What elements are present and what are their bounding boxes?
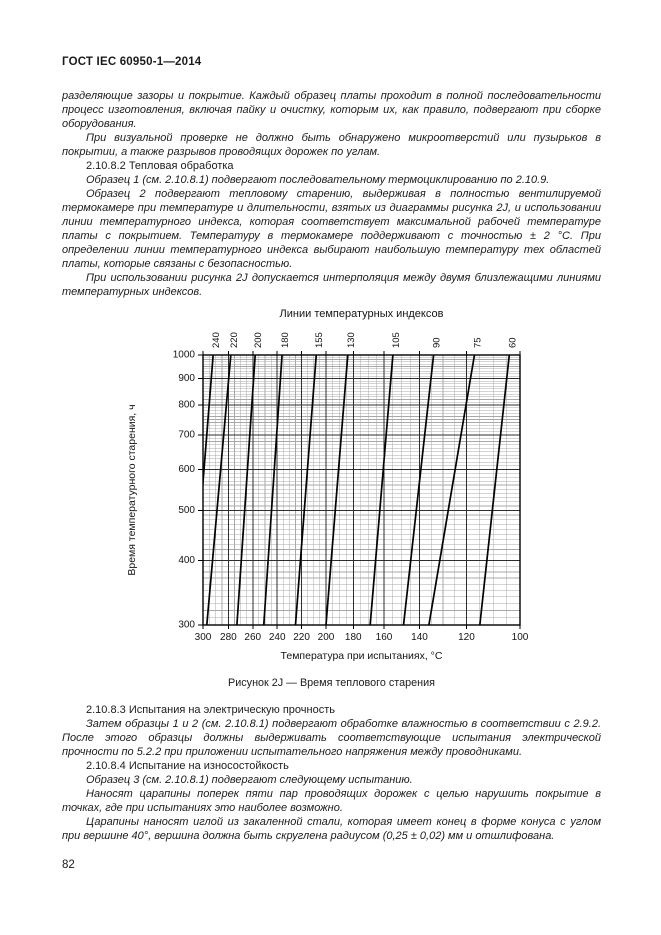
x-tick-label: 300 xyxy=(194,632,211,643)
ti-line-130 xyxy=(325,355,347,625)
y-tick-labels xyxy=(172,350,195,631)
x-tick-label: 280 xyxy=(219,632,237,643)
figure-chart-svg xyxy=(115,303,549,667)
section-heading: 2.10.8.3 Испытания на электрическую прочность xyxy=(86,704,335,716)
ti-label-105: 105 xyxy=(390,332,402,348)
y-tick-label: 500 xyxy=(177,504,195,516)
figure-caption: Рисунок 2J — Время теплового старения xyxy=(228,677,435,689)
y-tick-label: 400 xyxy=(177,554,195,566)
ti-line-90 xyxy=(403,355,433,625)
chart-frame xyxy=(203,355,520,625)
ti-label-130: 130 xyxy=(345,332,357,348)
paragraph: При использовании рисунка 2J допускается интерполяция между двумя близлежащими линиями температурных индексов. xyxy=(62,272,601,298)
x-tick-label: 220 xyxy=(292,632,310,643)
y-axis-title: Время температурного старения, ч xyxy=(125,404,138,576)
ti-label-220: 220 xyxy=(228,332,240,348)
paragraph: Наносят царапины поперек пяти пар проводящих дорожек с целью нарушить покрытие в точках, где при испытаниях это наиболее возможно. xyxy=(62,788,601,814)
ti-label-155: 155 xyxy=(313,332,325,348)
text-block-top xyxy=(62,89,601,299)
chart-major-grid xyxy=(203,355,520,625)
x-tick-label: 260 xyxy=(243,632,261,643)
y-tick-label: 900 xyxy=(177,373,195,385)
ti-label-180: 180 xyxy=(279,332,291,348)
paragraph: Царапины наносят иглой из закаленной стали, которая имеет конец в форме конуса с углом при вершине 40°, вершина должна быть скруглена радиусом (0,25 ± 0,02) мм и отшлифована. xyxy=(62,816,601,842)
x-tick-label: 200 xyxy=(317,632,334,643)
figure-2j xyxy=(62,303,601,667)
paragraph: При визуальной проверке не должно быть обнаружено микроотверстий или пузырьков в покрытии, а также разрывов проводящих дорожек по углам. xyxy=(62,132,601,158)
ti-label-60: 60 xyxy=(506,337,518,348)
x-tick-label: 180 xyxy=(344,632,362,643)
temperature-index-lines xyxy=(191,355,509,625)
paragraph: Образец 1 (см. 2.10.8.1) подвергают последовательному термоциклированию по 2.10.9. xyxy=(86,174,550,186)
x-tick-labels xyxy=(194,632,528,643)
temperature-index-labels xyxy=(211,332,518,348)
doc-header: ГОСТ IEC 60950-1—2014 xyxy=(62,56,202,68)
y-tick-label: 1000 xyxy=(172,349,195,361)
x-axis-title: Температура при испытаниях, °С xyxy=(280,650,442,662)
y-tick-label: 600 xyxy=(177,464,195,476)
text-block-bottom xyxy=(62,703,601,843)
chart-minor-grid xyxy=(203,355,520,625)
ti-line-180 xyxy=(263,355,281,625)
ti-line-105 xyxy=(370,355,393,625)
ti-label-75: 75 xyxy=(471,337,483,348)
paragraph: разделяющие зазоры и покрытие. Каждый образец платы проходит в полной последовательности процесс изготовления, включая пайку и очистку, которым их, как правило, подвергают при сборке оборудования. xyxy=(62,90,601,130)
ti-line-155 xyxy=(295,355,316,625)
ti-line-60 xyxy=(479,355,508,625)
x-tick-label: 140 xyxy=(410,632,428,643)
x-tick-label: 120 xyxy=(457,632,475,643)
paragraph: Образец 2 подвергают тепловому старению, выдерживая в полностью вентилируемой термокамере при температуре и длительности, взятых из диаграммы рисунка 2J, и использовании линии температурного индекса, которая соответствует максимальной рабочей температуре платы с покрытием. Температуру в термокамере поддерживают с точностью ± 2 °С. При определении линии температурного индекса выбирают наибольшую температуру тех областей платы, которые связаны с безопасностью. xyxy=(62,188,601,270)
page-number: 82 xyxy=(62,859,75,871)
section-heading: 2.10.8.4 Испытание на износостойкость xyxy=(86,760,289,772)
ti-label-90: 90 xyxy=(431,337,443,348)
x-tick-label: 240 xyxy=(268,632,286,643)
y-tick-label: 800 xyxy=(177,399,195,411)
y-tick-label: 300 xyxy=(177,619,195,631)
paragraph: Затем образцы 1 и 2 (см. 2.10.8.1) подвергают обработке влажностью в соответствии с 2.9.2. После этого образцы должны выдерживать соответствующие испытания электрической прочности по 5.2.2 при приложении испытательного напряжения между проводниками. xyxy=(62,718,601,758)
ti-line-75 xyxy=(428,355,474,625)
y-tick-label: 700 xyxy=(177,429,195,441)
x-tick-label: 160 xyxy=(375,632,392,643)
ti-label-200: 200 xyxy=(252,332,264,348)
section-heading: 2.10.8.2 Тепловая обработка xyxy=(86,160,234,172)
chart-title: Линии температурных индексов xyxy=(279,308,443,320)
paragraph: Образец 3 (см. 2.10.8.1) подвергают следующему испытанию. xyxy=(86,774,413,786)
x-tick-label: 100 xyxy=(511,632,528,643)
ti-label-240: 240 xyxy=(210,332,222,348)
